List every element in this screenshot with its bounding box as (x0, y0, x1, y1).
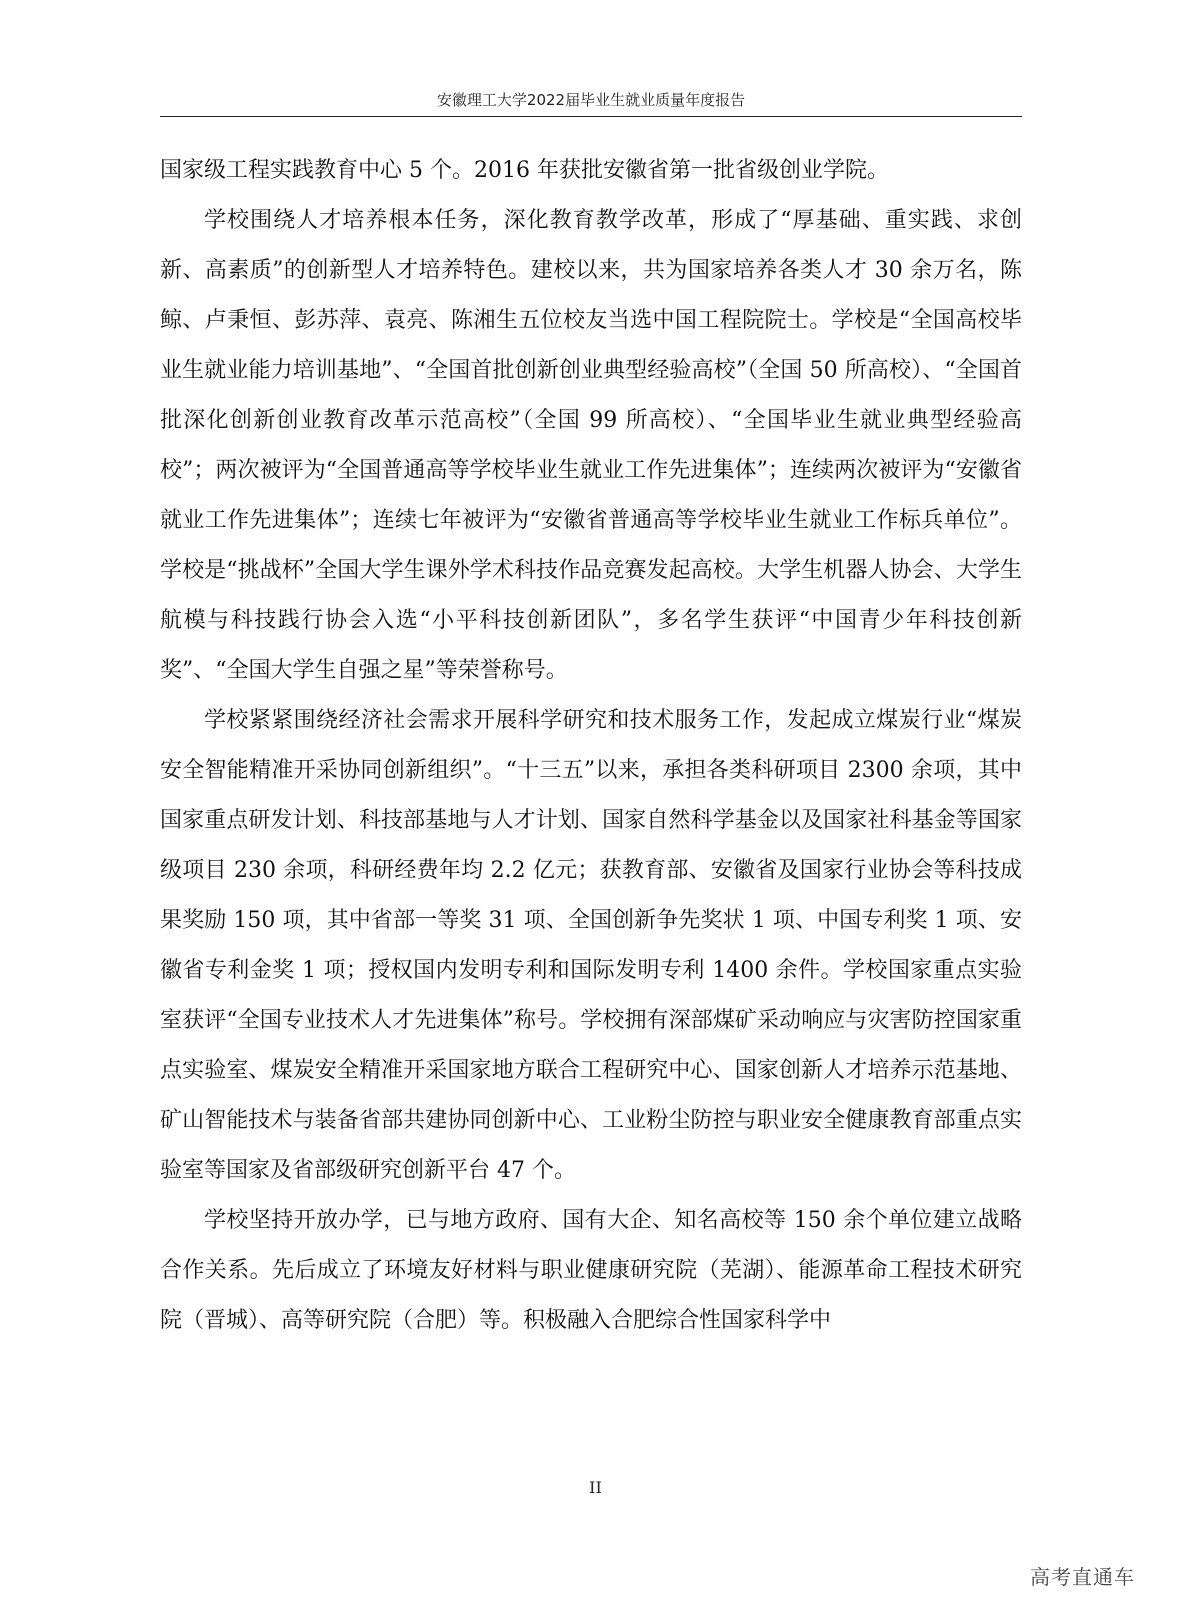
paragraph-research: 学校紧紧围绕经济社会需求开展科学研究和技术服务工作，发起成立煤炭行业“煤炭安全智能精准开采协同创新组织”。“十三五”以来，承担各类科研项目 2300 余项，其中国家重点研发计划、科技部基地与人才计划、国家自然科学基金以及国家社科基金等国家级项目 230 余项，科研经费年均 2.2 亿元；获教育部、安徽省及国家行业协会等科技成果奖励 150 项，其中省部一等奖 31 项、全国创新争先奖状 1 项、中国专利奖 1 项、安徽省专利金奖 1 项；授权国内发明专利和国际发明专利 1400 余件。学校国家重点实验室获评“全国专业技术人才先进集体”称号。学校拥有深部煤矿采动响应与灾害防控国家重点实验室、煤炭安全精准开采国家地方联合工程研究中心、国家创新人才培养示范基地、矿山智能技术与装备省部共建协同创新中心、工业粉尘防控与职业安全健康教育部重点实验室等国家及省部级研究创新平台 47 个。 (160, 708, 1022, 1183)
document-body (160, 146, 1022, 1346)
page-header (160, 88, 1022, 117)
page-number: II (589, 1478, 602, 1497)
report-title: 安徽理工大学2022届毕业生就业质量年度报告 (436, 91, 746, 109)
paragraph-continued: 国家级工程实践教育中心 5 个。2016 年获批安徽省第一批省级创业学院。 (160, 158, 889, 183)
paragraph-cooperation: 学校坚持开放办学，已与地方政府、国有大企、知名高校等 150 余个单位建立战略合作关系。先后成立了环境友好材料与职业健康研究院（芜湖）、能源革命工程技术研究院（晋城）、高等研究院（合肥）等。积极融入合肥综合性国家科学中 (160, 1208, 1022, 1333)
watermark-text: 高考直通车 (1030, 1565, 1135, 1589)
paragraph-talent-cultivation: 学校围绕人才培养根本任务，深化教育教学改革，形成了“厚基础、重实践、求创新、高素质”的创新型人才培养特色。建校以来，共为国家培养各类人才 30 余万名，陈鲸、卢秉恒、彭苏萍、袁亮、陈湘生五位校友当选中国工程院院士。学校是“全国高校毕业生就业能力培训基地”、“全国首批创新创业典型经验高校”（全国 50 所高校）、“全国首批深化创新创业教育改革示范高校”（全国 99 所高校）、“全国毕业生就业典型经验高校”；两次被评为“全国普通高等学校毕业生就业工作先进集体”；连续两次被评为“安徽省就业工作先进集体”；连续七年被评为“安徽省普通高等学校毕业生就业工作标兵单位”。学校是“挑战杯”全国大学生课外学术科技作品竞赛发起高校。大学生机器人协会、大学生航模与科技践行协会入选“小平科技创新团队”，多名学生获评“中国青少年科技创新奖”、“全国大学生自强之星”等荣誉称号。 (160, 208, 1022, 683)
